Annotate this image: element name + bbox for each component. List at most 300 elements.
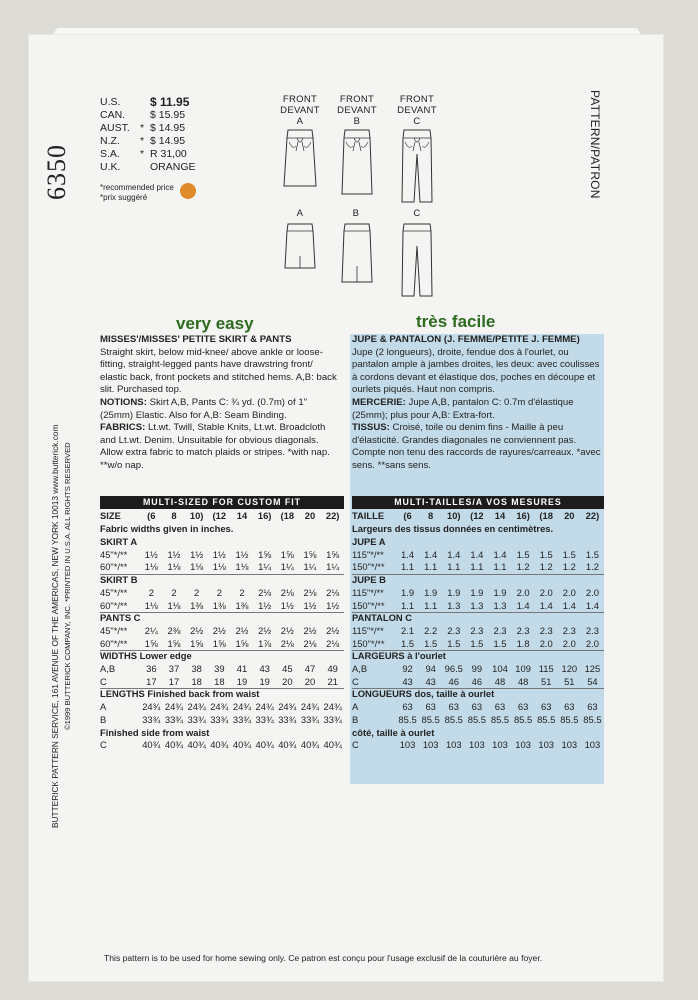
table-cell: 103 xyxy=(515,739,531,751)
table-cell: 21 xyxy=(327,675,338,687)
table-section-row xyxy=(352,612,604,625)
table-cell: 1½ xyxy=(235,548,249,560)
table-cell: 120 xyxy=(561,663,578,674)
table-cell: 33¾ xyxy=(142,713,161,725)
table-cell: 1.2 xyxy=(585,561,599,573)
table-cell: 103 xyxy=(538,739,555,751)
table-cell: 33¾ xyxy=(323,713,342,725)
table-cell: 1.4 xyxy=(585,599,599,611)
back-label-b: B xyxy=(352,208,360,219)
table-cell: 63 xyxy=(471,701,483,713)
table-cell: 63 xyxy=(540,701,552,713)
table-cell: 1½ xyxy=(167,548,181,560)
table-cell: 2.3 xyxy=(562,624,576,636)
table-section-row xyxy=(352,727,604,740)
price-country: U.S. xyxy=(100,96,121,108)
table-cell: 2.0 xyxy=(562,637,576,649)
table-row xyxy=(352,600,604,614)
price-country: AUST. xyxy=(100,122,130,134)
table-cell: 115 xyxy=(538,663,554,674)
table-cell: 1⅝ xyxy=(258,548,272,560)
table-cell: 20 xyxy=(304,675,316,687)
table-cell: 1.4 xyxy=(401,548,415,560)
table-cell: 1.9 xyxy=(493,586,507,598)
french-notions: MERCERIE: Jupe A,B, pantalon C: 0.7m d'élastique (25mm); plus pour A,B: Extra-fort. xyxy=(352,396,574,421)
orange-price-dot xyxy=(180,183,196,199)
table-row xyxy=(100,561,344,575)
pattern-number: 6350 xyxy=(42,144,71,200)
table-cell: 1.1 xyxy=(401,561,415,573)
row-label: B xyxy=(100,713,107,725)
table-cell: 1½ xyxy=(326,599,340,611)
table-cell: 40¾ xyxy=(255,739,274,751)
table-row xyxy=(352,638,604,652)
table-cell: 1.5 xyxy=(493,637,507,649)
table-cell: 103 xyxy=(469,739,485,751)
size-cell: 20 xyxy=(304,510,316,521)
table-cell: 2.2 xyxy=(424,624,438,636)
table-cell: 103 xyxy=(584,739,601,751)
table-cell: 2.3 xyxy=(585,624,599,636)
table-cell: 1.1 xyxy=(424,599,438,611)
table-cell: 36 xyxy=(146,663,157,674)
table-cell: 40¾ xyxy=(210,739,229,751)
table-cell: 2.3 xyxy=(539,624,553,636)
table-cell: 1.5 xyxy=(424,637,438,649)
table-cell: 1.2 xyxy=(516,561,530,573)
table-cell: 1.9 xyxy=(401,586,415,598)
table-cell: 85.5 xyxy=(421,713,440,725)
table-cell: 46 xyxy=(471,675,483,687)
table-cell: 2 xyxy=(239,586,245,598)
table-cell: 63 xyxy=(517,701,529,713)
row-label: 45"*/** xyxy=(100,624,128,636)
table-cell: 2½ xyxy=(280,624,294,636)
table-cell: 51 xyxy=(564,675,575,687)
footer-note: This pattern is to be used for home sewing only. Ce patron est conçu pour l'usage exclusif de la couturière au foyer. xyxy=(104,953,543,963)
table-cell: 85.5 xyxy=(398,713,417,725)
table-cell: 24¾ xyxy=(255,701,274,713)
front-label-b: FRONT DEVANT B xyxy=(337,94,377,127)
row-label: Finished side from waist xyxy=(100,726,210,738)
back-label-c: C xyxy=(413,208,421,219)
table-cell: 24¾ xyxy=(142,701,161,713)
table-cell: 20 xyxy=(282,675,293,687)
price-country: CAN. xyxy=(100,109,126,121)
table-cell: 1½ xyxy=(280,599,294,611)
price-row xyxy=(100,148,210,161)
row-label: A xyxy=(100,701,107,713)
table-cell: 1.5 xyxy=(447,637,461,649)
table-cell: 1½ xyxy=(144,548,158,560)
table-section-row xyxy=(352,688,604,701)
english-description-block xyxy=(100,334,342,473)
table-cell: 103 xyxy=(492,739,508,751)
table-cell: 24¾ xyxy=(300,701,320,713)
table-cell: 48 xyxy=(517,675,529,687)
table-cell: 2⅜ xyxy=(167,624,181,636)
table-cell: 1.3 xyxy=(447,599,461,611)
size-cell: 14 xyxy=(236,510,248,521)
table-cell: 2½ xyxy=(235,624,249,636)
table-cell: 2 xyxy=(194,586,200,598)
table-header: MULTI-SIZED FOR CUSTOM FIT xyxy=(100,496,344,509)
table-cell: 2.3 xyxy=(470,624,484,636)
size-label: TAILLE xyxy=(352,510,385,521)
table-cell: 2 xyxy=(216,586,222,598)
row-label: WIDTHS Lower edge xyxy=(100,650,192,662)
table-cell: 85.5 xyxy=(537,713,556,725)
row-label: 60"*/** xyxy=(100,561,128,573)
pants-c-front-drawing xyxy=(397,128,437,204)
size-label: SIZE xyxy=(100,510,121,521)
fabric-widths-note: Largeurs des tissus données en centimètres. xyxy=(352,523,554,534)
back-label-a: A xyxy=(296,208,304,219)
table-cell: 41 xyxy=(236,663,248,674)
table-cell: 2⅛ xyxy=(326,637,340,649)
skirt-a-front-drawing xyxy=(280,128,320,190)
table-cell: 1⅝ xyxy=(326,548,340,560)
size-row xyxy=(352,510,604,523)
skirt-a-back-drawing xyxy=(280,222,320,270)
table-cell: 48 xyxy=(494,675,506,687)
front-label-a: FRONT DEVANT A xyxy=(280,94,320,127)
table-cell: 33¾ xyxy=(210,713,229,725)
table-cell: 47 xyxy=(304,663,316,674)
table-cell: 1⅝ xyxy=(303,548,317,560)
row-label: LARGEURS à l'ourlet xyxy=(352,650,446,662)
table-cell: 24¾ xyxy=(164,701,184,713)
table-cell: 33¾ xyxy=(164,713,184,725)
table-cell: 63 xyxy=(564,701,575,713)
table-row xyxy=(100,701,344,714)
table-cell: 2.0 xyxy=(585,586,599,598)
table-cell: 2.1 xyxy=(401,624,415,636)
table-cell: 2.0 xyxy=(516,586,530,598)
table-cell: 1⅝ xyxy=(235,637,249,649)
size-cell: 16) xyxy=(516,510,530,521)
table-cell: 1.5 xyxy=(562,548,576,560)
table-cell: 2.3 xyxy=(516,624,530,636)
table-cell: 2½ xyxy=(212,624,226,636)
table-cell: 1.3 xyxy=(493,599,507,611)
table-cell: 43 xyxy=(425,675,436,687)
table-cell: 2⅛ xyxy=(303,637,317,649)
french-yardage-table xyxy=(352,496,604,786)
price-note-fr: *prix suggéré xyxy=(100,193,148,202)
table-cell: 1.5 xyxy=(516,548,530,560)
table-row xyxy=(100,739,344,752)
table-cell: 125 xyxy=(584,663,601,674)
size-cell: 16) xyxy=(257,510,272,521)
price-value: R 31,00 xyxy=(150,148,187,160)
row-label: 150"*/** xyxy=(352,561,385,573)
table-cell: 2.0 xyxy=(562,586,576,598)
row-label: PANTALON C xyxy=(352,612,413,624)
table-cell: 1⅝ xyxy=(144,637,158,649)
table-cell: 43 xyxy=(402,675,413,687)
table-cell: 1⅞ xyxy=(258,637,272,649)
price-mark: * xyxy=(140,135,145,147)
size-cell: 10) xyxy=(446,510,461,521)
table-cell: 51 xyxy=(540,675,552,687)
size-cell: (6 xyxy=(403,510,412,521)
size-cell: (12 xyxy=(470,510,484,521)
table-cell: 1⅛ xyxy=(212,561,226,573)
size-cell: 8 xyxy=(171,510,177,521)
table-cell: 1.4 xyxy=(470,548,484,560)
table-cell: 1¼ xyxy=(258,561,272,573)
table-cell: 18 xyxy=(214,675,225,687)
size-cell: 8 xyxy=(428,510,434,521)
row-label: A,B xyxy=(100,663,116,674)
table-header: MULTI-TAILLES/A VOS MESURES xyxy=(352,496,604,509)
price-value: $ 14.95 xyxy=(150,135,186,147)
table-cell: 1⅛ xyxy=(190,561,204,573)
table-cell: 1⅝ xyxy=(190,637,204,649)
table-cell: 38 xyxy=(191,663,202,674)
row-label: B xyxy=(352,713,359,725)
table-cell: 1.4 xyxy=(493,548,507,560)
table-cell: 45 xyxy=(282,663,293,674)
table-cell: 19 xyxy=(236,675,248,687)
table-cell: 2¼ xyxy=(144,624,158,636)
table-cell: 54 xyxy=(587,675,598,687)
table-cell: 1⅜ xyxy=(235,599,249,611)
price-value: $ 15.95 xyxy=(150,109,186,121)
table-section-row xyxy=(100,574,344,587)
table-cell: 33¾ xyxy=(255,713,274,725)
table-section-row xyxy=(100,727,344,740)
table-cell: 63 xyxy=(425,701,436,713)
price-value: $ 14.95 xyxy=(150,122,186,134)
table-cell: 85.5 xyxy=(583,713,602,725)
table-cell: 103 xyxy=(399,739,416,751)
price-note-en: *recommended price xyxy=(100,183,174,192)
table-cell: 46 xyxy=(448,675,459,687)
table-cell: 1.5 xyxy=(585,548,599,560)
price-row xyxy=(100,135,210,148)
row-label: 45"*/** xyxy=(100,548,128,560)
table-cell: 1⅛ xyxy=(167,561,181,573)
table-cell: 2⅛ xyxy=(326,586,340,598)
table-cell: 1.5 xyxy=(539,548,553,560)
table-cell: 40¾ xyxy=(323,739,342,751)
price-row xyxy=(100,161,210,174)
row-label: C xyxy=(100,675,107,687)
table-cell: 1.4 xyxy=(424,548,438,560)
price-row xyxy=(100,122,210,135)
table-cell: 1.5 xyxy=(401,637,415,649)
table-row xyxy=(352,561,604,575)
table-cell: 63 xyxy=(494,701,506,713)
table-cell: 1.9 xyxy=(424,586,438,598)
table-row xyxy=(100,600,344,614)
table-cell: 1½ xyxy=(190,548,204,560)
row-label: SKIRT A xyxy=(100,536,138,547)
table-cell: 39 xyxy=(214,663,225,674)
pattern-patron-label: PATTERN/PATRON xyxy=(588,90,602,199)
table-cell: 1.9 xyxy=(470,586,484,598)
table-row xyxy=(352,587,604,600)
row-label: A xyxy=(352,701,359,713)
row-label: C xyxy=(352,675,359,687)
table-cell: 33¾ xyxy=(300,713,320,725)
table-cell: 1½ xyxy=(303,599,317,611)
table-cell: 17 xyxy=(146,675,157,687)
row-label: SKIRT B xyxy=(100,574,138,586)
row-label: JUPE B xyxy=(352,574,386,586)
english-notions: NOTIONS: Skirt A,B, Pants C: ¾ yd. (0.7m) of 1" (25mm) Elastic. Also for A,B: Seam Binding. xyxy=(100,396,308,421)
size-cell: 22) xyxy=(325,510,340,521)
row-label: 115"*/** xyxy=(352,586,384,598)
size-cell: (12 xyxy=(212,510,227,521)
table-cell: 1⅛ xyxy=(167,599,181,611)
table-cell: 1⅝ xyxy=(167,637,181,649)
table-row xyxy=(100,625,344,638)
english-fabrics: FABRICS: Lt.wt. Twill, Stable Knits, Lt.wt. Broadcloth and Lt.wt. Denim. Unsuitable for obvious diagonals. Allow extra fabric to match plaids or stripes. *with nap. **w/o nap. xyxy=(100,422,330,471)
table-cell: 33¾ xyxy=(187,713,206,725)
table-cell: 85.5 xyxy=(490,713,510,725)
table-cell: 96.5 xyxy=(444,663,463,674)
price-mark: * xyxy=(140,122,145,134)
row-label: 60"*/** xyxy=(100,599,128,611)
table-cell: 18 xyxy=(191,675,202,687)
table-cell: 2.0 xyxy=(539,586,553,598)
table-cell: 85.5 xyxy=(513,713,533,725)
table-row xyxy=(100,676,344,690)
table-cell: 2½ xyxy=(190,624,204,636)
skirt-b-back-drawing xyxy=(337,222,377,284)
table-cell: 103 xyxy=(445,739,462,751)
table-cell: 63 xyxy=(402,701,413,713)
size-cell: 22) xyxy=(585,510,600,521)
table-cell: 24¾ xyxy=(210,701,229,713)
size-cell: (18 xyxy=(280,510,295,521)
table-row xyxy=(100,587,344,600)
table-cell: 1.1 xyxy=(401,599,415,611)
table-cell: 109 xyxy=(515,663,531,674)
table-cell: 85.5 xyxy=(560,713,579,725)
row-label: C xyxy=(100,739,107,751)
table-cell: 24¾ xyxy=(187,701,206,713)
copyright-line: ©1999 BUTTERICK COMPANY, INC. *PRINTED IN U.S.A. ALL RIGHTS RESERVED xyxy=(63,442,72,730)
table-cell: 33¾ xyxy=(278,713,297,725)
table-cell: 2⅛ xyxy=(280,586,294,598)
english-heading: very easy xyxy=(176,314,254,333)
row-label: 150"*/** xyxy=(352,637,385,649)
table-row xyxy=(352,625,604,638)
table-section-row xyxy=(352,536,604,549)
price-row xyxy=(100,109,210,122)
table-cell: 1½ xyxy=(258,599,272,611)
table-cell: 2 xyxy=(148,586,154,598)
size-row xyxy=(100,510,344,523)
table-cell: 1.5 xyxy=(470,637,484,649)
row-label: LENGTHS Finished back from waist xyxy=(100,688,260,700)
table-cell: 17 xyxy=(168,675,180,687)
table-cell: 1⅝ xyxy=(212,637,226,649)
table-cell: 2.3 xyxy=(447,624,461,636)
table-cell: 1.9 xyxy=(447,586,461,598)
table-cell: 1¼ xyxy=(303,561,317,573)
table-cell: 1.1 xyxy=(447,561,461,573)
price-mark: * xyxy=(140,148,145,160)
price-value: ORANGE xyxy=(150,161,196,173)
row-label: A,B xyxy=(352,663,368,674)
row-label: côté, taille à ourlet xyxy=(352,726,435,738)
row-label: 115"*/** xyxy=(352,548,384,560)
pants-c-back-drawing xyxy=(397,222,437,298)
table-row xyxy=(352,549,604,562)
table-cell: 1.4 xyxy=(539,599,553,611)
table-cell: 1.1 xyxy=(470,561,484,573)
table-cell: 37 xyxy=(168,663,180,674)
table-cell: 1.1 xyxy=(493,561,507,573)
table-cell: 1⅛ xyxy=(235,561,249,573)
table-cell: 2⅛ xyxy=(280,637,294,649)
table-cell: 1⅝ xyxy=(280,548,294,560)
table-cell: 103 xyxy=(422,739,439,751)
table-cell: 63 xyxy=(448,701,459,713)
table-cell: 1.2 xyxy=(562,561,576,573)
table-cell: 2½ xyxy=(303,624,317,636)
table-cell: 49 xyxy=(327,663,338,674)
table-cell: 1⅜ xyxy=(212,599,226,611)
table-row xyxy=(352,701,604,714)
english-yardage-table xyxy=(100,496,344,786)
price-country: S.A. xyxy=(100,148,120,160)
publisher-line: BUTTERICK PATTERN SERVICE, 161 AVENUE OF THE AMERICAS, NEW YORK 10013 www.butterick.com xyxy=(50,424,60,828)
table-cell: 1¼ xyxy=(280,561,294,573)
table-cell: 24¾ xyxy=(278,701,297,713)
table-section-row xyxy=(100,688,344,701)
table-cell: 1½ xyxy=(212,548,226,560)
table-cell: 85.5 xyxy=(467,713,486,725)
table-cell: 1.1 xyxy=(424,561,438,573)
table-section-row xyxy=(352,650,604,663)
row-label: C xyxy=(352,739,359,751)
row-label: JUPE A xyxy=(352,536,386,547)
table-cell: 40¾ xyxy=(300,739,320,751)
table-cell: 43 xyxy=(259,663,270,674)
size-cell: 10) xyxy=(189,510,204,521)
table-row xyxy=(352,676,604,690)
table-row xyxy=(100,549,344,562)
table-cell: 99 xyxy=(471,663,483,674)
table-cell: 2½ xyxy=(258,624,272,636)
table-cell: 2.0 xyxy=(585,637,599,649)
table-cell: 24¾ xyxy=(323,701,342,713)
french-description: Jupe (2 longueurs), droite, fendue dos à l'ourlet, ou pantalon ample à jambes droites, les deux: avec coulisses à cordons devant et élastique dos, poches en découpe et ourlets piqués. Haut non compris. xyxy=(352,346,600,396)
table-cell: 1.2 xyxy=(539,561,553,573)
table-cell: 1¼ xyxy=(326,561,340,573)
french-description-block xyxy=(352,334,604,473)
table-cell: 1.4 xyxy=(516,599,530,611)
row-label: 45"*/** xyxy=(100,586,128,598)
table-section-row xyxy=(352,574,604,587)
row-label: 115"*/** xyxy=(352,624,384,636)
table-cell: 2.3 xyxy=(493,624,507,636)
table-cell: 1⅛ xyxy=(144,561,158,573)
row-label: 150"*/** xyxy=(352,599,385,611)
table-cell: 1⅜ xyxy=(190,599,204,611)
table-cell: 1.3 xyxy=(470,599,484,611)
table-cell: 1⅛ xyxy=(144,599,158,611)
french-subtitle: JUPE & PANTALON (J. FEMME/PETITE J. FEMME) xyxy=(352,334,580,345)
size-cell: 14 xyxy=(494,510,506,521)
table-cell: 94 xyxy=(425,663,436,674)
